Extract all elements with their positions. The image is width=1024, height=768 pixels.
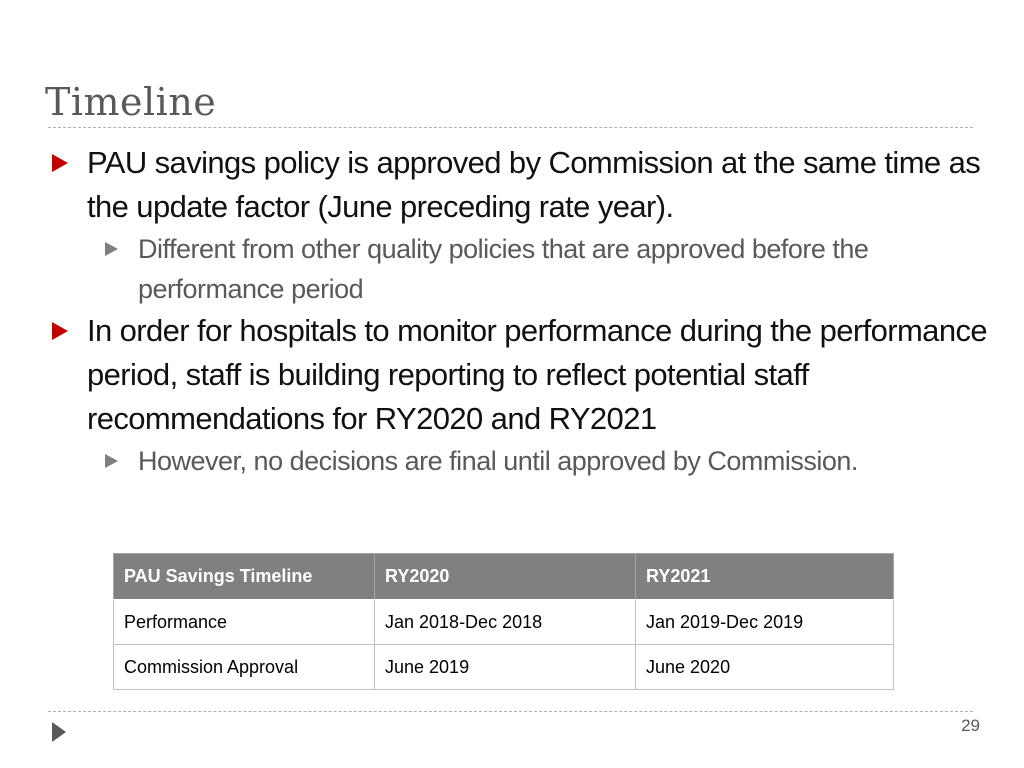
sub-bullet-item bbox=[87, 441, 1008, 481]
bullet-item bbox=[48, 141, 1008, 229]
triangle-nav-icon bbox=[52, 722, 66, 742]
triangle-bullet-icon bbox=[105, 454, 118, 468]
table-cell: June 2020 bbox=[636, 645, 894, 690]
bullet-list bbox=[48, 141, 1008, 481]
bullet-item bbox=[48, 309, 1008, 441]
table-row bbox=[114, 600, 894, 645]
table-row bbox=[114, 645, 894, 690]
table-cell: Jan 2018-Dec 2018 bbox=[375, 600, 636, 645]
table-cell: June 2019 bbox=[375, 645, 636, 690]
slide-title: Timeline bbox=[45, 80, 217, 124]
sub-bullet-text: However, no decisions are final until approved by Commission. bbox=[138, 446, 858, 476]
table-cell: Jan 2019-Dec 2019 bbox=[636, 600, 894, 645]
table-cell: Commission Approval bbox=[114, 645, 375, 690]
table-cell: Performance bbox=[114, 600, 375, 645]
triangle-bullet-icon bbox=[52, 154, 68, 172]
sub-bullet-item bbox=[87, 229, 1008, 309]
column-header: RY2020 bbox=[375, 554, 636, 600]
pau-savings-timeline-table bbox=[113, 553, 894, 690]
triangle-bullet-icon bbox=[52, 322, 68, 340]
page-number: 29 bbox=[961, 716, 980, 735]
footer-divider bbox=[48, 711, 973, 712]
sub-bullet-text: Different from other quality policies that are approved before the performance period bbox=[138, 234, 869, 304]
column-header: RY2021 bbox=[636, 554, 894, 600]
bullet-text: In order for hospitals to monitor performance during the performance period, staff is building reporting to reflect potential staff recommendations for RY2020 and RY2021 bbox=[87, 313, 988, 436]
table-header-row bbox=[114, 554, 894, 600]
title-divider bbox=[48, 127, 973, 128]
triangle-bullet-icon bbox=[105, 242, 118, 256]
bullet-text: PAU savings policy is approved by Commission at the same time as the update factor (June preceding rate year). bbox=[87, 145, 981, 224]
column-header: PAU Savings Timeline bbox=[114, 554, 375, 600]
